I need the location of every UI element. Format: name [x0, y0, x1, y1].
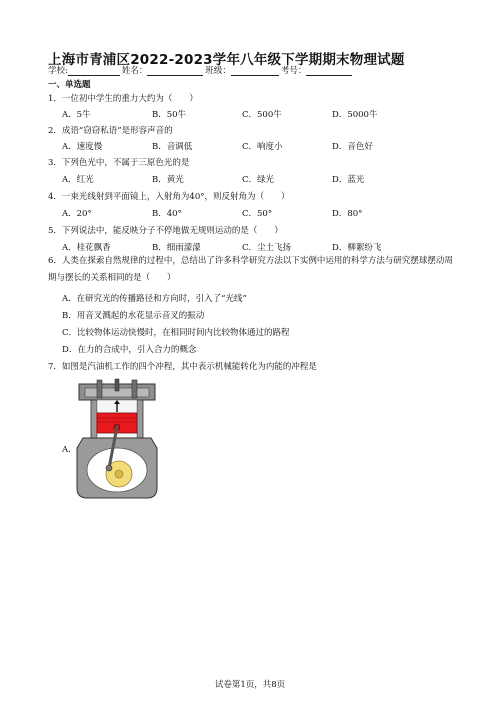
engine-stroke-diagram: [73, 378, 161, 500]
exhaust-valve: [132, 380, 137, 398]
student-info-line: [48, 64, 354, 76]
option-b[interactable]: B．黄光: [152, 175, 184, 185]
question-6: 6．人类在探索自然规律的过程中，总结出了许多科学研究方法以下实例中运用的科学方法与研究摆球摆动周期与摆长的关系相同的是（ ）: [48, 256, 453, 283]
option-a[interactable]: A．5牛: [62, 110, 91, 120]
question-4: 4．一束光线射到平面镜上，入射角为40°，则反射角为（ ）: [48, 192, 290, 202]
question-5-options: [62, 241, 422, 253]
option-b[interactable]: B．细雨濛濛: [152, 243, 201, 253]
option-d[interactable]: D．柳絮纷飞: [332, 243, 382, 253]
question-7: 7．如图是汽油机工作的四个冲程，其中表示机械能转化为内能的冲程是: [48, 362, 317, 372]
section-heading: 一、单选题: [48, 80, 91, 90]
option-d[interactable]: D．音色好: [332, 142, 373, 152]
option-c[interactable]: C．50°: [242, 209, 273, 219]
option-b[interactable]: B．40°: [152, 209, 182, 219]
option-d[interactable]: D．蓝光: [332, 175, 365, 185]
class-blank[interactable]: [231, 66, 279, 76]
option-a[interactable]: A．20°: [62, 209, 92, 219]
question-1-options: [62, 108, 422, 120]
question-2-options: [62, 140, 422, 152]
question-7-option-a[interactable]: A．: [62, 445, 77, 455]
page-title: 上海市青浦区2022-2023学年八年级下学期期末物理试题: [48, 52, 405, 68]
question-1: 1．一位初中学生的重力大约为（ ）: [48, 94, 198, 104]
option-a[interactable]: A．红光: [62, 175, 94, 185]
option-d[interactable]: D．5000牛: [332, 110, 378, 120]
class-label: 班级：: [205, 66, 231, 76]
question-6-option-b[interactable]: B．用音叉溅起的水花显示音叉的振动: [62, 311, 205, 321]
school-label: 学校:: [48, 66, 68, 76]
cylinder-wall-left: [91, 400, 97, 438]
page-footer: 试卷第1页，共8页: [214, 680, 286, 690]
option-c[interactable]: C．绿光: [242, 175, 275, 185]
option-c[interactable]: C．尘土飞扬: [242, 243, 292, 253]
option-a[interactable]: A．速度慢: [62, 142, 103, 152]
question-6-option-c[interactable]: C．比较物体运动快慢时，在相同时间内比较物体通过的路程: [62, 328, 290, 338]
option-a[interactable]: A．桂花飘香: [62, 243, 111, 253]
spark-plug: [115, 379, 119, 391]
name-blank[interactable]: [147, 66, 203, 76]
school-blank[interactable]: [68, 66, 120, 76]
name-label: 姓名：: [121, 66, 148, 76]
question-6-option-d[interactable]: D．在力的合成中，引入合力的概念: [62, 345, 197, 355]
option-c[interactable]: C．500牛: [242, 110, 282, 120]
exam-number-blank[interactable]: [306, 66, 352, 76]
question-4-options: [62, 207, 422, 219]
question-6-option-a[interactable]: A．在研究光的传播路径和方向时，引入了“光线”: [62, 294, 247, 304]
question-3-options: [62, 173, 422, 185]
option-c[interactable]: C．响度小: [242, 142, 283, 152]
question-3: 3．下列色光中，不属于三原色光的是: [48, 158, 190, 168]
question-2: 2．成语“窃窃私语”是形容声音的: [48, 126, 173, 136]
option-b[interactable]: B．50牛: [152, 110, 187, 120]
exam-number-label: 考号：: [280, 66, 307, 76]
question-5: 5．下列说法中，能反映分子不停地做无规则运动的是（ ）: [48, 226, 283, 236]
option-b[interactable]: B．音调低: [152, 142, 193, 152]
intake-valve: [97, 380, 102, 398]
cylinder-wall-right: [137, 400, 143, 438]
option-d[interactable]: D．80°: [332, 209, 363, 219]
